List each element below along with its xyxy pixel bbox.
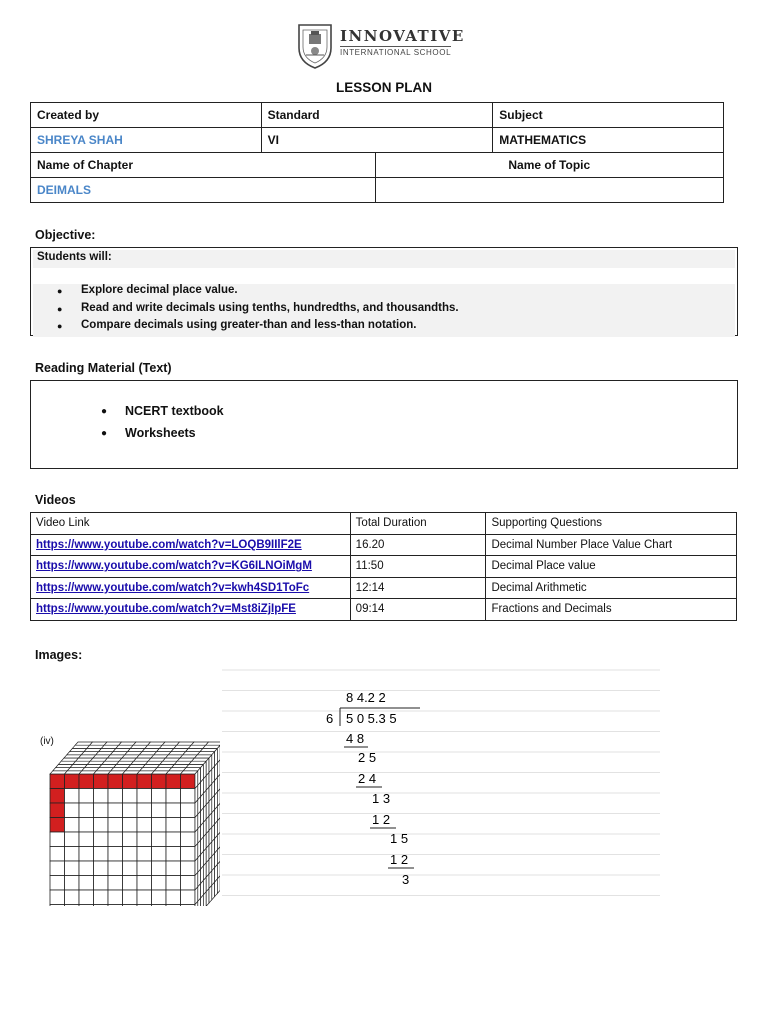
objective-box — [30, 247, 738, 336]
column-header: Video Link — [31, 513, 351, 535]
list-item: ● NCERT textbook — [101, 404, 224, 426]
division-step: 3 — [402, 872, 410, 887]
cube-front-cell — [137, 876, 152, 891]
table-row — [31, 556, 737, 578]
cube-front-cell — [65, 818, 80, 833]
table-row — [31, 577, 737, 599]
cube-front-cell — [181, 789, 196, 804]
list-item: ● Worksheets — [101, 426, 224, 448]
cube-front-cell — [137, 818, 152, 833]
video-duration: 12:14 — [350, 577, 486, 599]
video-link[interactable]: https://www.youtube.com/watch?v=Mst8iZjIpFE — [36, 603, 296, 616]
cube-front-cell — [166, 847, 181, 862]
cube-front-cell — [50, 818, 65, 833]
cube-front-cell — [94, 861, 109, 876]
cube-front-cell — [123, 905, 138, 907]
cube-front-cell — [137, 789, 152, 804]
cube-front-cell — [166, 774, 181, 789]
cube-side-cell — [209, 885, 212, 903]
cube-front-cell — [50, 803, 65, 818]
cube-front-cell — [94, 876, 109, 891]
column-header: Total Duration — [350, 513, 486, 535]
video-duration: 09:14 — [350, 599, 486, 621]
cube-front-cell — [166, 905, 181, 907]
cube-front-cell — [50, 876, 65, 891]
cube-front-cell — [108, 876, 123, 891]
cube-front-cell — [152, 890, 167, 905]
table-row — [31, 599, 737, 621]
cube-front-cell — [181, 803, 196, 818]
cube-front-cell — [79, 774, 94, 789]
cube-front-cell — [123, 774, 138, 789]
cube-front-cell — [79, 905, 94, 907]
cube-side-cell — [217, 876, 220, 894]
cube-front-cell — [166, 890, 181, 905]
info-table — [30, 102, 724, 153]
cube-front-cell — [94, 818, 109, 833]
cube-front-cell — [137, 905, 152, 907]
objective-heading: Objective: — [35, 228, 96, 242]
chapter-label: Name of Chapter — [31, 153, 376, 178]
videos-table — [30, 512, 737, 621]
cube-front-cell — [181, 847, 196, 862]
cube-front-cell — [50, 832, 65, 847]
cube-front-cell — [152, 774, 167, 789]
images-heading: Images: — [35, 648, 83, 662]
cube-front-cell — [108, 905, 123, 907]
cube-side-cell — [212, 882, 215, 900]
video-question: Fractions and Decimals — [486, 599, 737, 621]
cube-front-cell — [108, 847, 123, 862]
cube-front-cell — [137, 861, 152, 876]
cube-front-cell — [181, 818, 196, 833]
cube-front-cell — [65, 832, 80, 847]
cube-front-cell — [79, 861, 94, 876]
cube-front-cell — [152, 876, 167, 891]
cube-front-cell — [79, 818, 94, 833]
division-quotient: 8 4.2 2 — [346, 690, 386, 705]
cube-front-cell — [65, 789, 80, 804]
cube-front-cell — [65, 803, 80, 818]
crest-icon — [296, 22, 334, 70]
cube-front-cell — [94, 847, 109, 862]
cube-front-cell — [166, 861, 181, 876]
cube-front-cell — [50, 905, 65, 907]
reading-box — [30, 380, 738, 469]
cube-front-cell — [152, 789, 167, 804]
cube-front-cell — [108, 890, 123, 905]
school-subtitle: INTERNATIONAL SCHOOL — [340, 48, 452, 57]
topic-label: Name of Topic — [376, 153, 724, 178]
video-link[interactable]: https://www.youtube.com/watch?v=kwh4SD1ToFc — [36, 581, 310, 594]
chapter-value: DEIMALS — [31, 178, 376, 203]
cube-front-cell — [108, 803, 123, 818]
table-header-row — [31, 513, 737, 535]
video-question: Decimal Number Place Value Chart — [486, 534, 737, 556]
cube-front-cell — [79, 803, 94, 818]
cube-front-cell — [50, 789, 65, 804]
list-item: ● Explore decimal place value. — [33, 284, 735, 302]
cube-front-cell — [137, 832, 152, 847]
cube-side-cell — [215, 879, 218, 897]
cube-front-cell — [50, 774, 65, 789]
list-item: ● Compare decimals using greater-than and less-than notation. — [33, 319, 735, 337]
cube-front-cell — [137, 774, 152, 789]
objective-intro: Students will: — [33, 250, 735, 268]
cube-front-cell — [166, 876, 181, 891]
cube-front-cell — [65, 861, 80, 876]
cube-front-cell — [166, 789, 181, 804]
created-by-label: Created by — [31, 103, 262, 128]
cube-front-cell — [123, 847, 138, 862]
videos-heading: Videos — [35, 493, 76, 507]
cube-side-cell — [206, 889, 209, 907]
cube-front-cell — [94, 905, 109, 907]
division-dividend: 5 0 5.3 5 — [346, 711, 397, 726]
cube-front-cell — [65, 905, 80, 907]
video-duration: 11:50 — [350, 556, 486, 578]
division-step: 1 2 — [390, 852, 409, 867]
cube-front-cell — [65, 876, 80, 891]
cube-front-cell — [152, 847, 167, 862]
cube-front-cell — [123, 818, 138, 833]
cube-front-cell — [50, 890, 65, 905]
cube-label: (iv) — [40, 736, 54, 747]
cube-front-cell — [108, 774, 123, 789]
cube-front-cell — [50, 861, 65, 876]
cube-front-cell — [181, 890, 196, 905]
cube-front-cell — [166, 818, 181, 833]
decimal-cube-figure — [36, 728, 220, 906]
school-logo — [296, 22, 466, 72]
cube-front-cell — [152, 803, 167, 818]
division-step: 4 8 — [346, 731, 365, 746]
cube-front-cell — [123, 789, 138, 804]
video-link[interactable]: https://www.youtube.com/watch?v=KG6ILNOiMgM — [36, 560, 312, 573]
division-step: 1 5 — [390, 831, 409, 846]
school-name: INNOVATIVE — [340, 27, 465, 45]
cube-front-cell — [137, 890, 152, 905]
cube-front-cell — [94, 789, 109, 804]
list-item: ● Read and write decimals using tenths, hundredths, and thousandths. — [33, 302, 735, 320]
topic-value — [376, 178, 724, 203]
standard-value: VI — [261, 128, 493, 153]
cube-front-cell — [181, 774, 196, 789]
cube-front-cell — [94, 803, 109, 818]
cube-front-cell — [94, 774, 109, 789]
cube-top-cell — [206, 742, 220, 745]
column-header: Supporting Questions — [486, 513, 737, 535]
cube-front-cell — [152, 905, 167, 907]
division-step: 1 3 — [372, 791, 391, 806]
cube-front-cell — [123, 890, 138, 905]
cube-front-cell — [137, 803, 152, 818]
subject-value: MATHEMATICS — [493, 128, 724, 153]
reading-list — [101, 404, 224, 448]
cube-front-cell — [108, 789, 123, 804]
video-duration: 16.20 — [350, 534, 486, 556]
cube-front-cell — [65, 774, 80, 789]
cube-front-cell — [123, 832, 138, 847]
cube-front-cell — [137, 847, 152, 862]
cube-front-cell — [94, 832, 109, 847]
cube-front-cell — [79, 847, 94, 862]
cube-front-cell — [94, 890, 109, 905]
long-division-figure — [222, 668, 660, 904]
cube-front-cell — [65, 890, 80, 905]
chapter-table — [30, 152, 724, 203]
cube-front-cell — [108, 818, 123, 833]
division-divisor: 6 — [326, 711, 334, 726]
video-link[interactable]: https://www.youtube.com/watch?v=LOQB9IIlF2E — [36, 538, 302, 551]
reading-heading: Reading Material (Text) — [35, 361, 172, 375]
division-step: 1 2 — [372, 812, 391, 827]
cube-front-cell — [152, 832, 167, 847]
cube-front-cell — [108, 861, 123, 876]
cube-front-cell — [123, 861, 138, 876]
cube-front-cell — [123, 803, 138, 818]
cube-front-cell — [181, 905, 196, 907]
cube-front-cell — [123, 876, 138, 891]
cube-front-cell — [181, 861, 196, 876]
cube-front-cell — [79, 876, 94, 891]
cube-front-cell — [79, 789, 94, 804]
page-title: LESSON PLAN — [335, 80, 432, 95]
cube-front-cell — [108, 832, 123, 847]
cube-front-cell — [152, 818, 167, 833]
cube-front-cell — [181, 876, 196, 891]
table-row — [31, 534, 737, 556]
cube-front-cell — [152, 861, 167, 876]
cube-front-cell — [79, 890, 94, 905]
division-step: 2 5 — [358, 750, 377, 765]
subject-label: Subject — [493, 103, 724, 128]
cube-front-cell — [50, 847, 65, 862]
video-question: Decimal Place value — [486, 556, 737, 578]
cube-front-cell — [79, 832, 94, 847]
created-by-value: SHREYA SHAH — [31, 128, 262, 153]
cube-front-cell — [65, 847, 80, 862]
division-step: 2 4 — [358, 771, 377, 786]
objective-list — [33, 284, 735, 337]
standard-label: Standard — [261, 103, 493, 128]
cube-front-cell — [166, 832, 181, 847]
video-question: Decimal Arithmetic — [486, 577, 737, 599]
cube-front-cell — [181, 832, 196, 847]
cube-front-cell — [166, 803, 181, 818]
